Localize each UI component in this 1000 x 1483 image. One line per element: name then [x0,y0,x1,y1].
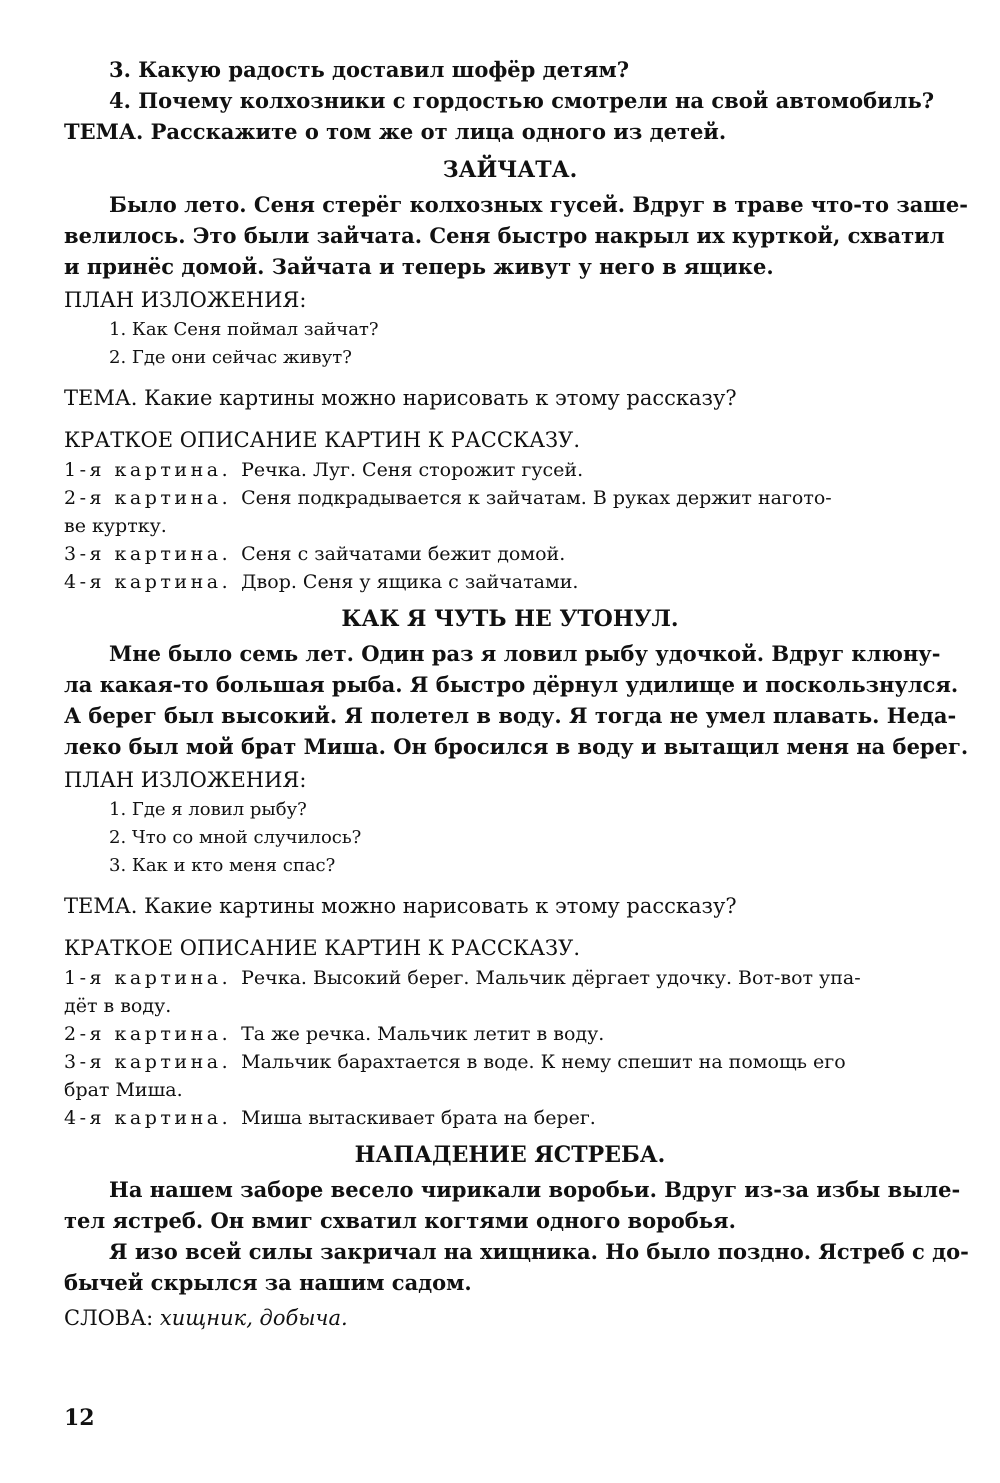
plan-item: 2. Где они сейчас живут? [109,347,352,368]
picture-label: 3-я картина. [64,1051,232,1073]
picture-text: Двор. Сеня у ящика с зайчатами. [241,571,579,593]
story-text-line: леко был мой брат Миша. Он бросился в воду и вытащил меня на берег. [64,734,969,759]
words-label: СЛОВА: [64,1306,154,1330]
picture-label: 1-я картина. [64,967,232,989]
picture-text: Речка. Луг. Сеня сторожит гусей. [241,459,584,481]
picture-continuation: брат Миша. [64,1079,183,1101]
picture-item [64,484,956,512]
story-text-line: Мне было семь лет. Один раз я ловил рыбу удочкой. Вдруг клюну- [109,641,941,666]
picture-label: 2-я картина. [64,487,232,509]
picture-text: Мальчик барахтается в воде. К нему спешит на помощь его [241,1051,846,1073]
story-title-yastreb: НАПАДЕНИЕ ЯСТРЕБА. [354,1142,666,1168]
picture-text: Речка. Высокий берег. Мальчик дёргает удочку. Вот-вот упа- [241,967,861,989]
story-text-line: Я изо всей силы закричал на хищника. Но было поздно. Ястреб с до- [109,1239,969,1264]
pictures-heading: КРАТКОЕ ОПИСАНИЕ КАРТИН К РАССКАЗУ. [64,428,580,452]
plan-heading: ПЛАН ИЗЛОЖЕНИЯ: [64,288,307,312]
picture-item [64,1020,956,1048]
picture-label: 4-я картина. [64,1107,232,1129]
tema: ТЕМА. Какие картины можно нарисовать к этому рассказу? [64,894,737,918]
story-text-line: и принёс домой. Зайчата и теперь живут у него в ящике. [64,254,774,279]
story-title-utonul: КАК Я ЧУТЬ НЕ УТОНУЛ. [341,606,679,632]
question-3: 3. Какую радость доставил шофёр детям? [109,57,630,82]
picture-label: 4-я картина. [64,571,232,593]
story-text-line: тел ястреб. Он вмиг схватил когтями одного воробья. [64,1208,736,1233]
picture-item [64,568,956,596]
plan-heading: ПЛАН ИЗЛОЖЕНИЯ: [64,768,307,792]
words-line [64,1302,956,1334]
picture-text: Та же речка. Мальчик летит в воду. [241,1023,605,1045]
plan-item: 1. Где я ловил рыбу? [109,799,307,820]
picture-item [64,964,956,992]
story-text-line: Было лето. Сеня стерёг колхозных гусей. Вдруг в траве что-то заше- [109,192,969,217]
pictures-heading: КРАТКОЕ ОПИСАНИЕ КАРТИН К РАССКАЗУ. [64,936,580,960]
picture-continuation: ве куртку. [64,515,167,537]
picture-continuation: дёт в воду. [64,995,172,1017]
page-content [64,54,969,1334]
story-text-line: велилось. Это были зайчата. Сеня быстро накрыл их курткой, схватил [64,223,945,248]
question-4: 4. Почему колхозники с гордостью смотрели на свой автомобиль? [109,88,935,113]
tema: ТЕМА. Какие картины можно нарисовать к этому рассказу? [64,386,737,410]
picture-text: Сеня подкрадывается к зайчатам. В руках держит нагото- [241,487,832,509]
story-text-line: бычей скрылся за нашим садом. [64,1270,472,1295]
story-text-line: А берег был высокий. Я полетел в воду. Я тогда не умел плавать. Неда- [64,703,957,728]
story-title-zaichata: ЗАЙЧАТА. [442,157,578,183]
tema-top: ТЕМА. Расскажите о том же от лица одного из детей. [64,119,727,144]
picture-item [64,1048,956,1076]
picture-label: 1-я картина. [64,459,232,481]
plan-item: 3. Как и кто меня спас? [109,855,336,876]
picture-text: Сеня с зайчатами бежит домой. [241,543,566,565]
picture-label: 3-я картина. [64,543,232,565]
story-text-line: ла какая-то большая рыба. Я быстро дёрнул удилище и поскользнулся. [64,672,959,697]
page-number: 12 [64,1405,95,1431]
picture-item [64,1104,956,1132]
picture-item [64,540,956,568]
words-list: хищник, добыча. [159,1306,348,1330]
plan-item: 2. Что со мной случилось? [109,827,362,848]
story-text-line: На нашем заборе весело чирикали воробьи. Вдруг из-за избы выле- [109,1177,961,1202]
picture-item [64,456,956,484]
plan-item: 1. Как Сеня поймал зайчат? [109,319,379,340]
picture-label: 2-я картина. [64,1023,232,1045]
picture-text: Миша вытаскивает брата на берег. [241,1107,596,1129]
